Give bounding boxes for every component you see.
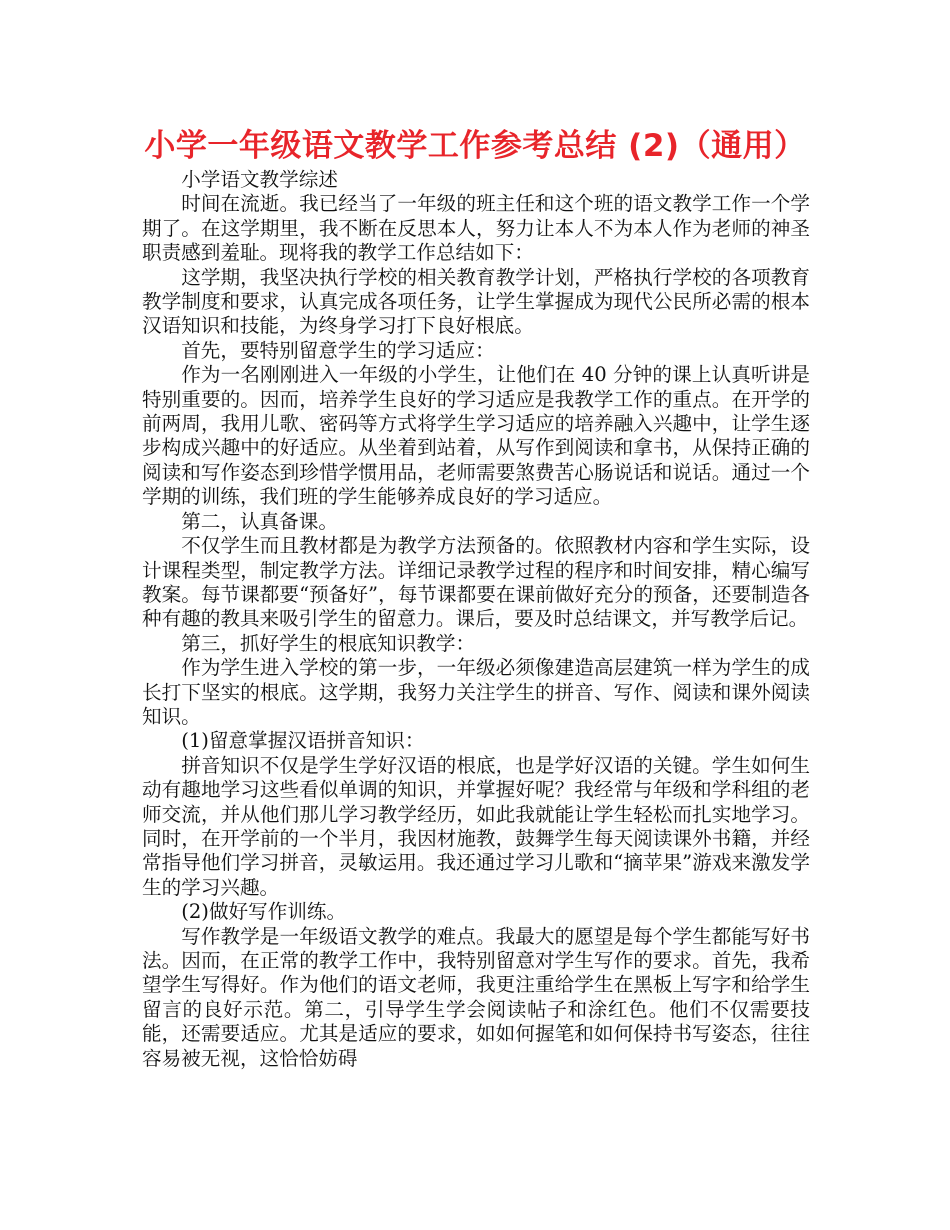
- paragraph: 作为学生进入学校的第一步，一年级必须像建造高层建筑一样为学生的成长打下坚实的根底。这学期，我努力关注学生的拼音、写作、阅读和课外阅读知识。: [142, 656, 810, 728]
- paragraph: 写作教学是一年级语文教学的难点。我最大的愿望是每个学生都能写好书法。因而，在正常的教学工作中，我特别留意对学生写作的要求。首先，我希望学生写得好。作为他们的语文老师，我更注重给学生在黑板上写字和给学生留言的良好示范。第二，引导学生学会阅读帖子和涂红色。他们不仅需要技能，还需要适应。尤其是适应的要求，如如何握笔和如何保持书写姿态，往往容易被无视，这恰恰妨碍: [142, 924, 810, 1070]
- paragraph: 这学期，我坚决执行学校的相关教育教学计划，严格执行学校的各项教育教学制度和要求，认真完成各项任务，让学生掌握成为现代公民所必需的根本汉语知识和技能，为终身学习打下良好根底。: [142, 265, 810, 338]
- paragraph: 首先，要特别留意学生的学习适应：: [181, 338, 495, 362]
- paragraph: 作为一名刚刚进入一年级的小学生，让他们在 40 分钟的课上认真听讲是特别重要的。因而，培养学生良好的学习适应是我教学工作的重点。在开学的前两周，我用儿歌、密码等方式将学生学习适应的培养融入兴趣中，让学生逐步构成兴趣中的好适应。从坐着到站着，从写作到阅读和拿书，从保持正确的阅读和写作姿态到珍惜学惯用品，老师需要煞费苦心肠说话和说话。通过一个学期的训练，我们班的学生能够养成良好的学习适应。: [142, 363, 810, 509]
- document-title: 小学一年级语文教学工作参考总结 (2)（通用）: [144, 128, 806, 164]
- paragraph: (2)做好写作训练。: [181, 900, 347, 924]
- document-body: [142, 168, 810, 1071]
- paragraph: 时间在流逝。我已经当了一年级的班主任和这个班的语文教学工作一个学期了。在这学期里，我不断在反思本人，努力让本人不为本人作为老师的神圣职责感到羞耻。现将我的教学工作总结如下：: [142, 192, 810, 265]
- paragraph: 第二，认真备课。: [181, 509, 338, 533]
- paragraph: 第三，抓好学生的根底知识教学：: [181, 631, 476, 655]
- paragraph: 不仅学生而且教材都是为教学方法预备的。依照教材内容和学生实际，设计课程类型，制定教学方法。详细记录教学过程的程序和时间安排，精心编写教案。每节课都要“预备好”，每节课都要在课前做好充分的预备，还要制造各种有趣的教具来吸引学生的留意力。课后，要及时总结课文，并写教学后记。: [142, 534, 810, 631]
- paragraph: 拼音知识不仅是学生学好汉语的根底，也是学好汉语的关键。学生如何生动有趣地学习这些看似单调的知识，并掌握好呢？我经常与年级和学科组的老师交流，并从他们那儿学习教学经历，如此我就能让学生轻松而扎实地学习。同时，在开学前的一个半月，我因材施教，鼓舞学生每天阅读课外书籍，并经常指导他们学习拼音，灵敏运用。我还通过学习儿歌和“摘苹果”游戏来激发学生的学习兴趣。: [142, 753, 810, 899]
- paragraph-heading: 小学语文教学综述: [181, 168, 338, 191]
- paragraph: (1)留意掌握汉语拼音知识：: [181, 729, 425, 753]
